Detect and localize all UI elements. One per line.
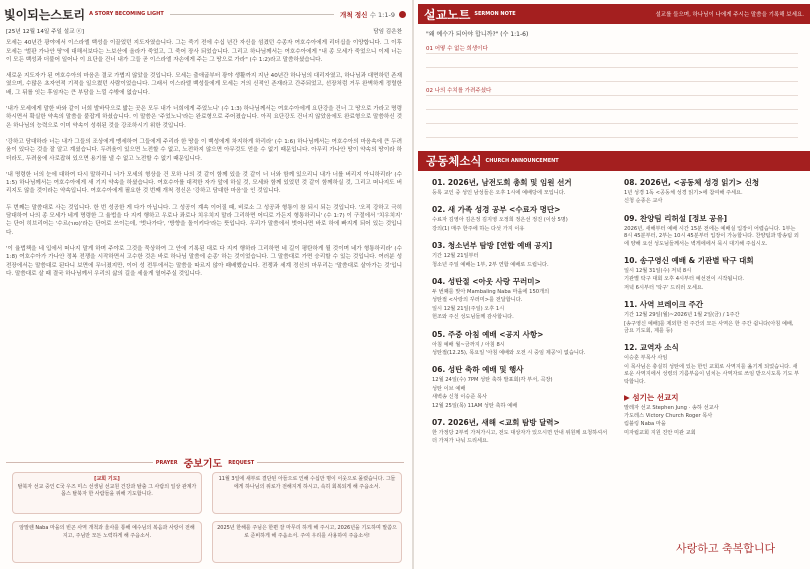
announcement-heading: 11. 사역 브레이크 주간 <box>624 300 704 310</box>
announcement-text: 일시 12월 21일(주일) 오후 1시 <box>432 305 505 312</box>
prayer-card-tag: [교회 기도] <box>94 476 120 482</box>
announcement-heading: 02. 새 가족 성경 공부 <수료자 명단> <box>432 205 561 215</box>
announcement-text: 등록 교인 중 성인 남성들은 오후 1시에 예배당에 모입니다. <box>432 190 566 196</box>
announcement-text: 수료자 김영아 김은정 김지영 오정희 정은선 정진 (이상 5명) <box>432 217 568 224</box>
announcement-item <box>432 241 610 269</box>
accent-dot-icon <box>399 11 406 18</box>
announcement-header <box>418 151 810 171</box>
story-title-en: A STORY BECOMING LIGHT <box>89 11 164 17</box>
note-line[interactable] <box>426 96 798 110</box>
announcement-heading: 07. 2026년, 새해 <교회 탐방 달력> <box>432 418 560 428</box>
note-line[interactable] <box>426 68 798 82</box>
sermon-date: [25년 12월 14일 주일 설교 ⓔ] <box>6 29 85 35</box>
scripture-label: 개척 정신 수 1:1-9 <box>340 10 395 19</box>
announcement-text: 12월 25일(목) 11AM 성탄 축하 예배 <box>432 402 518 409</box>
story-paragraph: '내 명령한 너의 눈에 대하여 다시 말하리니 너가 모세의 형상을 건 모하 나의 것 같이 함께 있을 것 같이 너 너와 함께 있으리니 내가 너를 버리지 아니하리라' (수 1:5) 하나님께서는 여호수아에게 새 기지 약속을 하셨습니다. 여호수아를 대적한 자가 앞에 하실 것, 모세와 함께 있었던 것 같이 함께하실 것, 그리고 떠나지도 버리지도 않을 것이라는 약속입니다. 여호수아에게 필요한 것 번째 개척 정신은 '강하고 담대한 마음'을 인 것입니다. <box>6 171 402 195</box>
announcement-heading: 12. 교역자 소식 <box>624 343 679 353</box>
note-header <box>418 4 810 24</box>
prayer-card <box>212 521 402 563</box>
prayer-rule-left <box>6 462 153 463</box>
announcement-text: 일시 12월 31일(수) 저녁 8시 <box>624 268 692 275</box>
announcement-heading: 06. 성탄 축하 예배 및 행사 <box>432 365 524 375</box>
announcement-text: [송구영신 예배]를 제외한 전 주간의 모든 사역은 한 주간 쉽니다(아침 예배, 금요 기도회, 제를 등) <box>624 320 794 335</box>
preacher-name: 담임 김은찬 <box>373 29 402 35</box>
announcement-heading: 10. 송구영신 예배 & 기관별 탁구 대회 <box>624 256 754 266</box>
note-title-en: SERMON NOTE <box>474 11 516 17</box>
story-header <box>4 4 406 24</box>
announcement-text: 헌조와 주신 성도님들께 감사합니다. <box>432 314 514 321</box>
announcement-text: 성탄절(12.25), 목요일 '아침 예배와 오전 시 중임 제공'이 없습니다. <box>432 350 586 357</box>
announcement-text: 기간 12월 29일(월)~2026년 1월 2일(금) / 1주간 <box>624 312 740 319</box>
right-page <box>414 0 810 569</box>
announcement-heading: 01. 2026년, 남전도회 총회 및 임원 선거 <box>432 178 572 187</box>
announcement-text: 2026년, 새해부터 예배 시간 15분 전에는 예배실 입장이 어렵습니다. 1부는 8시 45분부터, 2부는 10시 45분부터 입장이 가능합니다. 찬양팀과 방송팀 외에 양해 요선 성도님들께서는 벽게에에서 묵시 대기해 주십시오. <box>624 225 799 247</box>
prayer-card <box>212 472 402 514</box>
story-paragraph: 두 번째는 말씀대로 사는 것입니다. 한 번 성공한 게 다가 아닙니다. 그 성공이 계속 이어질 때, 비로소 그 성공과 형통이 참 되시 되는 것입니다. '오직 강하고 극히 담대하여 나의 종 모세가 네게 명령한 그 율법을 다 지켜 행하고 우로나 좌로나 치우치지 말라 그리하면 어디로 가든지 형통하리니' (수 1:7) 이 구절에서 '치우치지' 는 단어 히브리어는 '수르(סור)'라는 단어로 쓰이는데, '벗나가다', '방향을 돌이키다'라는 뜻입니다. 우리가 말씀에서 벗어나면 바로 하에 빠지게 되어 있는 것입니다. <box>6 204 402 236</box>
announcement-item <box>624 300 800 335</box>
note-title: 설교노트 <box>424 7 471 22</box>
announcement-column-left <box>432 178 610 453</box>
announcement-text: 신청 순종은 교사 <box>624 198 663 205</box>
sermon-story <box>6 28 402 286</box>
announcement-item <box>432 365 610 410</box>
announcement-title-en: CHURCH ANNOUNCEMENT <box>485 158 559 164</box>
announcement-heading: 08. 2026년, <공동체 성경 읽기> 신청 <box>624 178 760 187</box>
prayer-rule-right <box>257 462 404 463</box>
announcement-title: 공동체소식 <box>426 154 482 168</box>
announcement-text: 아침 예배 월~금까지 / 아침 8시 <box>432 341 505 348</box>
prayer-card-text: 탈북자 선교 중인 C국 우즈 미스 선생님 선교원 건강과 탈출 그 사람의 일상 관계가 몹스 탈북자 한 사람들을 위해 기도합니다. <box>17 483 197 497</box>
missionary-title: ▶ 섬기는 선교지 <box>624 393 679 403</box>
story-paragraph: 모세는 40년간 광야에서 이스라엘 백성을 이끌었던 지도자였습니다. 그는 죽기 전에 수십 년간 자신을 섬겼던 수종자 여호수아에게 리더십을 이양합니다. 그 이후 모세는 '벌판 가나안 땅'에 대해서보다는 느보산에 올라가 죽었고, 그 죽어 장사 되었습니다. 그리고 하나님께서는 여호수아에게 "내 종 모세가 죽었으니 이제 너는 이 모든 백성과 더불어 일어나 이 요단을 건너 내가 그들 곧 이스라엘 자손에게 주는 그 땅으로 가라" (수 1:2)라고 말씀하셨습니다. <box>6 40 402 63</box>
prayer-label-right: REQUEST <box>228 459 255 466</box>
announcement-text: 청소년 주일 예배는 1부, 2부 연합 예배로 드립니다. <box>432 261 549 268</box>
missionary-item: 가도레스 Victory Church Roger 목사 <box>624 412 713 419</box>
announcement-text: 저녁 6시부터 '탁구' 드리러 오세요. <box>624 284 704 291</box>
note-line[interactable]: 02 나의 수치를 가려주셨다 <box>426 82 798 96</box>
announcement-heading: 09. 찬양팀 리허설 [정보 공유] <box>624 213 728 223</box>
prayer-card <box>12 472 202 514</box>
story-title: 빛이되는스토리 <box>4 7 86 22</box>
story-paragraph: 새로운 지도자가 된 여호수아의 마음은 결코 가볍지 않았을 것입니다. 모세는 출애굽부터 광야 생활까지 지난 40년간 하나님의 대리자였고, 하나님과 대면하던 존재였으며, 수많은 초자연적 기적을 일으켰던 사람이었습니다. 그래서 이스라엘 백성들에게 모세는 거의 신적인 존재라고 간주되었고, 선장처럼 거두 완벽하게 정렬한 배, 그 뒤를 잇는 후임자는 큰 부담을 느낄 수밖에 없습니다. <box>6 73 402 96</box>
announcement-text: 두 번째를 맞아 Mambaling Naba 마을에 150개의 <box>432 289 550 296</box>
announcement-heading: 05. 주중 아침 예배 <공지 사항> <box>432 329 544 339</box>
announcement-text: 12월 24일(수) 7PM 성탄 축하 발표회(각 부서, 곡장) <box>432 377 553 384</box>
announcement-text: 이 목사님은 충실히 성탄에 있는 한인 교회로 사역지를 옮기게 되었습니다. 새로운 사역지에서 성령의 기름부음이 넘치는 사역자로 쓰임 받으시도록 기도 부탁합니다. <box>624 363 800 385</box>
prayer-grid <box>12 472 402 563</box>
announcement-text: 성탄 이브 예배 <box>432 385 466 392</box>
prayer-card-text: 11월 3일에 새부로 결단된 아들으로 인해 수십만 명이 이웃으로 몰렸습니다. 그들에게 하나님의 위로가 전해지게 하시고, 속히 회복되게 해 주옵소서. <box>218 476 396 490</box>
announcement-text: 이승훈 부목사 사임 <box>624 355 668 362</box>
announcement-column-right <box>624 178 800 445</box>
prayer-header <box>6 455 404 470</box>
prayer-label-left: PRAYER <box>155 459 178 466</box>
announcement-item <box>432 277 610 322</box>
note-question: "왜 예수가 되어야 합니까?" (수 1:1-6) <box>426 31 529 38</box>
story-paragraph: '내가 모세에게 말한 바와 같이 너희 발바닥으로 밟는 곳은 모두 내가 너희에게 주었노니' (수 1:3) 하나님께서는 여호수아에게 요단강을 건너 그 땅으로 가라고 명령하시면서 확실한 약속의 말씀을 붙잡게 하셨습니다. 이 말씀은 '주었노니'라는 완료형으로 주어졌습니다. 아직 요단강도 건너지 않았음에도 완료형으로 말씀하신 것은 하나님의 능력으로 이미 약속이 성취된 것을 강조하시기 위한 것입니다. <box>6 106 402 129</box>
story-paragraph: '강하고 담대하라 너는 내가 그들의 조상에게 맹세하여 그들에게 주리라 한 땅을 이 백성에게 차지하게 하리라' (수 1:6) 하나님께서는 여호수아의 마음속에 큰 두려움이 있다는 것을 잘 알고 계셨습니다. 두려움이 있으면 노전할 수 없고, 노전하지 않으면 아무것도 얻을 수 없기 때문입니다. 아무리 가나안 땅이 약속의 땅이라 하더라도, 두려움에 사로잡혀 있으면 용기를 낼 수 없고 노전할 수 없기 때문입니다. <box>6 138 402 162</box>
story-paragraph: '이 율법책을 네 입에서 떠나지 말게 하며 주야로 그것을 묵상하여 그 안에 기록된 대로 다 지켜 행하라 그리하면 네 길이 평탄하게 될 것이며 네가 형통하리라' (수 1:8) 여호수아가 가나안 정복 전쟁을 시작하면서 고수한 것은 바로 하나님 말씀에 순종' 하는 것이었습니다. 그 말씀대로 가면 승리할 수 있는 것입니다. 여러분 성 전장에서는 말씀대로 된다니 보면에 무너졌지만, 이어 성 전투에서는 말씀을 따르지 않아 패배했습니다. 전쟁과 세계 정신의 마무리는 '말씀대로 살아가는 것'입니다. 말씀대로 살 때 결국 하나님께서 우리의 삶의 길을 세울게 열어주실 것입니다. <box>6 245 402 277</box>
prayer-card-text: 암말렌 Naba 마을의 빈곤 사역 개척과 울사를 통해 예수님의 복음과 사랑이 전해지고, 주님만 모든 노력하게 해 주옵소서. <box>19 525 195 539</box>
announcement-heading: 03. 청소년부 탐방 [연합 예배 공지] <box>432 241 553 251</box>
announcement-item <box>624 178 800 206</box>
announcement-text: 기간 12월 21일부터 <box>432 253 479 260</box>
announcement-item <box>624 256 800 292</box>
note-line[interactable] <box>426 110 798 124</box>
closing-signature: 사랑하고 축복합니다 <box>676 542 776 555</box>
announcement-text: 성탄절 <사랑의 꾸러미>를 전달합니다. <box>432 297 523 304</box>
announcement-text: 1년 성경 1독 <공동체 성경 읽기>에 참여해 주세요. <box>624 190 743 196</box>
header-rule <box>170 14 334 15</box>
note-line[interactable] <box>426 54 798 68</box>
announcement-item <box>624 343 800 386</box>
note-instruction: 설교를 들으며, 하나님이 나에게 주시는 말씀을 기록해 보세요. <box>655 12 804 18</box>
missionary-item: 미자립교회 지원 진안 미관 교회 <box>624 429 696 436</box>
prayer-card <box>12 521 202 563</box>
note-lines <box>426 40 798 138</box>
prayer-card-text: 2025년 한해를 주님은 한편 잘 마무리 하게 해 주시고, 2026년을 기도하며 말씀으로 준비하게 해 주옵소서. 주여 우리를 사용하여 주옵소서! <box>217 525 397 539</box>
announcement-item <box>624 214 800 248</box>
announcement-text: 새벽송 신청 이승준 목사 <box>432 394 488 401</box>
announcement-item <box>432 205 610 233</box>
missionary-list <box>624 405 800 438</box>
prayer-title: 중보기도 <box>183 459 223 470</box>
announcement-item <box>432 178 610 197</box>
announcement-heading: 04. 성탄절 <아웃 사랑 꾸러미> <box>432 277 541 287</box>
story-meta <box>6 28 402 36</box>
announcement-item <box>432 330 610 358</box>
note-line[interactable]: 01 어떻 수 없는 희생이다 <box>426 40 798 54</box>
announcement-item <box>432 418 610 445</box>
announcement-text: 강의(1) 매주 한주에 하는 다섯 가지 이유 <box>432 225 525 232</box>
missionary-item: 림블링 Naba 마을 <box>624 421 666 428</box>
announcement-text: 기관별 탁구 대회 오후 4시부터 예선전이 시작됩니다. <box>624 276 745 283</box>
note-line[interactable] <box>426 124 798 138</box>
missionary-item: 말레자 선교 Stephen Jung · 송하 선교사 <box>624 404 719 411</box>
announcement-text: 한 가정당 2부씩 가져가시고, 전도 대상자가 있으시면 안내 위원께 요청하셔서 더 가져가 나눠 드리세요. <box>432 430 608 444</box>
